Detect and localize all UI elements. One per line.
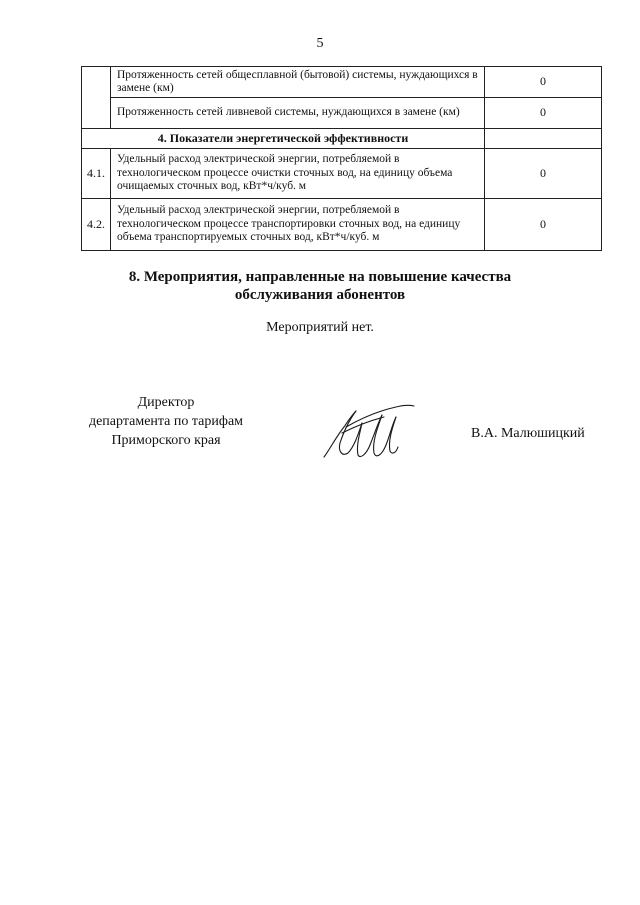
number-cell: 4.1. [82,149,111,199]
signatory-name: В.А. Малюшицкий [471,426,585,441]
handwritten-signature [316,397,426,467]
description-cell: Удельный расход электрической энергии, потребляемой в технологическом процессе транспортировки сточных вод, на единицу объема транспортируемых сточных вод, кВт*ч/куб. м [111,199,485,251]
section-heading-line: обслуживания абонентов [234,287,406,303]
signatory-position [68,393,264,450]
section-title: 4. Показатели энергетической эффективности [82,129,485,149]
number-cell [82,67,111,129]
value-cell [485,129,602,149]
position-line: Приморского края [111,433,221,448]
section-text: Мероприятий нет. [266,320,374,335]
page-number: 5 [316,36,324,51]
value-cell: 0 [485,149,602,199]
description-cell: Протяженность сетей ливневой системы, нуждающихся в замене (км) [111,98,485,129]
value-cell: 0 [485,67,602,98]
table-row [82,67,602,98]
description-cell: Удельный расход электрической энергии, потребляемой в технологическом процессе очистки сточных вод, на единицу объема очищаемых сточных вод, кВт*ч/куб. м [111,149,485,199]
section-heading-line: 8. Мероприятия, направленные на повышение качества [128,269,512,285]
description-cell: Протяженность сетей общесплавной (бытовой) системы, нуждающихся в замене (км) [111,67,485,98]
table-row [82,98,602,129]
indicators-table [81,66,602,251]
table-row [82,149,602,199]
number-cell: 4.2. [82,199,111,251]
value-cell: 0 [485,98,602,129]
section-row [82,129,602,149]
position-line: департамента по тарифам [88,414,244,429]
position-line: Директор [137,395,195,410]
section-heading [0,268,640,304]
table-row [82,199,602,251]
value-cell: 0 [485,199,602,251]
